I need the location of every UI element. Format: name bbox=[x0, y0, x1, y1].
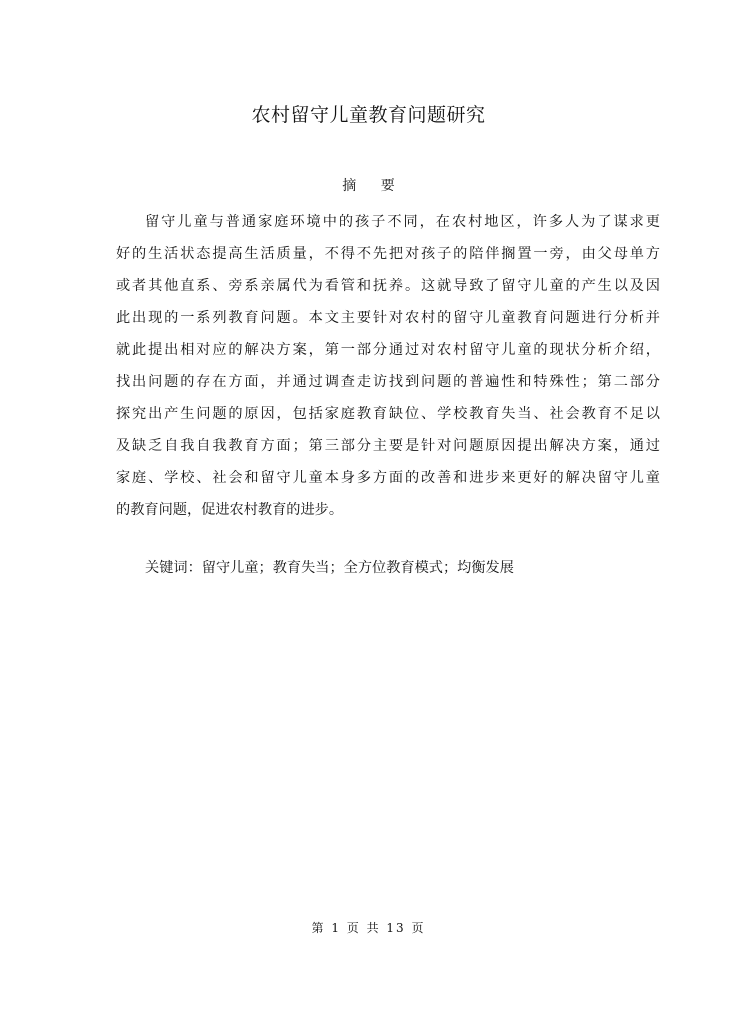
abstract-line: 探究出产生问题的原因，包括家庭教育缺位、学校教育失当、社会教育不足以 bbox=[116, 406, 660, 422]
abstract-line: 此出现的一系列教育问题。本文主要针对农村的留守儿童教育问题进行分析并 bbox=[116, 310, 660, 326]
keywords-line: 关键词：留守儿童；教育失当；全方位教育模式；均衡发展 bbox=[145, 560, 514, 576]
page-footer: 第 1 页 共 13 页 bbox=[311, 921, 426, 935]
abstract-line: 就此提出相对应的解决方案，第一部分通过对农村留守儿童的现状分析介绍， bbox=[116, 342, 660, 358]
abstract-line: 家庭、学校、社会和留守儿童本身多方面的改善和进步来更好的解决留守儿童 bbox=[116, 470, 660, 486]
abstract-line: 的教育问题，促进农村教育的进步。 bbox=[116, 502, 344, 518]
abstract-line: 好的生活状态提高生活质量，不得不先把对孩子的陪伴搁置一旁，由父母单方 bbox=[116, 246, 660, 262]
abstract-line: 找出问题的存在方面，并通过调查走访找到问题的普遍性和特殊性；第二部分 bbox=[116, 374, 660, 390]
abstract-line: 留守儿童与普通家庭环境中的孩子不同，在农村地区，许多人为了谋求更 bbox=[145, 214, 660, 230]
abstract-line: 及缺乏自我自我教育方面；第三部分主要是针对问题原因提出解决方案，通过 bbox=[116, 438, 660, 454]
abstract-heading: 摘 要 bbox=[342, 178, 405, 194]
document-title: 农村留守儿童教育问题研究 bbox=[251, 104, 486, 126]
abstract-body bbox=[116, 206, 660, 526]
abstract-line: 或者其他直系、旁系亲属代为看管和抚养。这就导致了留守儿童的产生以及因 bbox=[116, 278, 660, 294]
